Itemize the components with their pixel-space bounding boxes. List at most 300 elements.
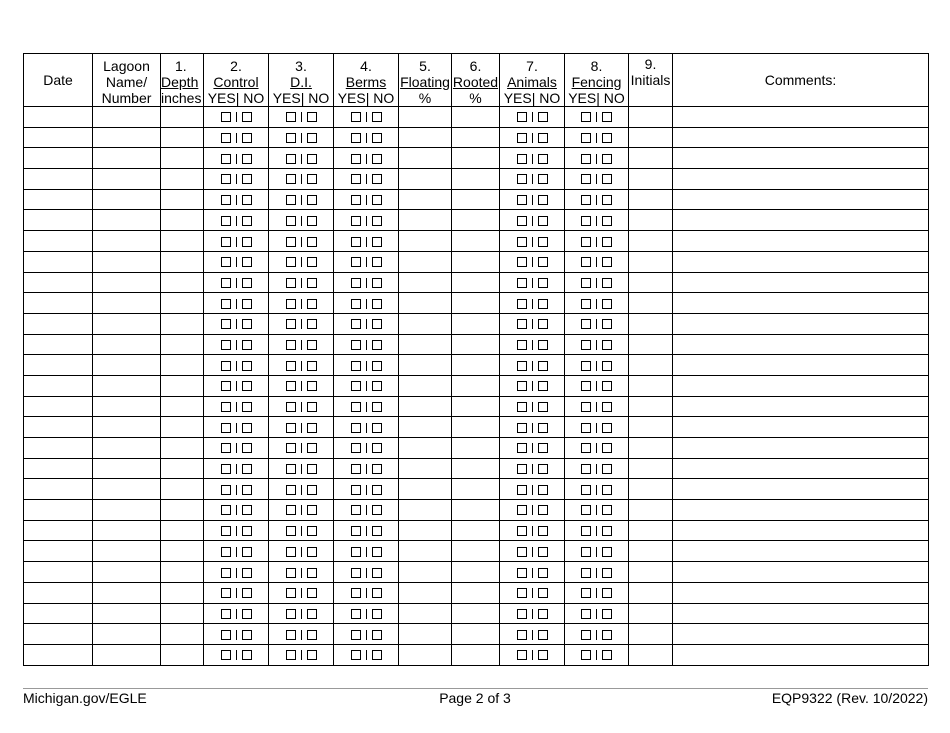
fencing-no-checkbox[interactable] [602, 216, 612, 226]
control-no-checkbox[interactable] [242, 299, 252, 309]
cell-rooted[interactable] [452, 334, 500, 355]
berms-no-checkbox[interactable] [372, 340, 382, 350]
berms-yes-checkbox[interactable] [351, 299, 361, 309]
animals-yes-checkbox[interactable] [517, 278, 527, 288]
cell-depth[interactable] [161, 355, 204, 376]
cell-rooted[interactable] [452, 127, 500, 148]
berms-yes-checkbox[interactable] [351, 133, 361, 143]
cell-initials[interactable] [629, 396, 673, 417]
cell-depth[interactable] [161, 644, 204, 665]
di-no-checkbox[interactable] [307, 547, 317, 557]
di-no-checkbox[interactable] [307, 257, 317, 267]
berms-yes-checkbox[interactable] [351, 609, 361, 619]
fencing-yes-checkbox[interactable] [581, 257, 591, 267]
cell-rooted[interactable] [452, 396, 500, 417]
fencing-no-checkbox[interactable] [602, 319, 612, 329]
cell-floating[interactable] [399, 313, 452, 334]
control-yes-checkbox[interactable] [221, 195, 231, 205]
cell-initials[interactable] [629, 313, 673, 334]
cell-floating[interactable] [399, 127, 452, 148]
cell-comments[interactable] [673, 624, 929, 645]
control-yes-checkbox[interactable] [221, 319, 231, 329]
fencing-no-checkbox[interactable] [602, 402, 612, 412]
cell-lagoon[interactable] [93, 169, 161, 190]
berms-no-checkbox[interactable] [372, 505, 382, 515]
cell-initials[interactable] [629, 231, 673, 252]
animals-yes-checkbox[interactable] [517, 547, 527, 557]
fencing-no-checkbox[interactable] [602, 568, 612, 578]
cell-date[interactable] [24, 293, 93, 314]
animals-no-checkbox[interactable] [538, 361, 548, 371]
animals-no-checkbox[interactable] [538, 547, 548, 557]
cell-comments[interactable] [673, 438, 929, 459]
control-no-checkbox[interactable] [242, 278, 252, 288]
berms-yes-checkbox[interactable] [351, 278, 361, 288]
cell-date[interactable] [24, 603, 93, 624]
fencing-yes-checkbox[interactable] [581, 547, 591, 557]
berms-no-checkbox[interactable] [372, 485, 382, 495]
berms-no-checkbox[interactable] [372, 526, 382, 536]
di-yes-checkbox[interactable] [286, 526, 296, 536]
berms-yes-checkbox[interactable] [351, 526, 361, 536]
animals-yes-checkbox[interactable] [517, 299, 527, 309]
berms-no-checkbox[interactable] [372, 257, 382, 267]
cell-rooted[interactable] [452, 479, 500, 500]
cell-lagoon[interactable] [93, 500, 161, 521]
cell-rooted[interactable] [452, 251, 500, 272]
fencing-yes-checkbox[interactable] [581, 278, 591, 288]
cell-initials[interactable] [629, 541, 673, 562]
fencing-no-checkbox[interactable] [602, 154, 612, 164]
cell-comments[interactable] [673, 417, 929, 438]
di-no-checkbox[interactable] [307, 195, 317, 205]
di-yes-checkbox[interactable] [286, 257, 296, 267]
control-no-checkbox[interactable] [242, 526, 252, 536]
cell-lagoon[interactable] [93, 396, 161, 417]
control-no-checkbox[interactable] [242, 485, 252, 495]
control-yes-checkbox[interactable] [221, 133, 231, 143]
di-yes-checkbox[interactable] [286, 568, 296, 578]
berms-yes-checkbox[interactable] [351, 381, 361, 391]
fencing-yes-checkbox[interactable] [581, 195, 591, 205]
cell-initials[interactable] [629, 479, 673, 500]
cell-comments[interactable] [673, 396, 929, 417]
animals-yes-checkbox[interactable] [517, 319, 527, 329]
cell-comments[interactable] [673, 334, 929, 355]
animals-yes-checkbox[interactable] [517, 423, 527, 433]
cell-initials[interactable] [629, 582, 673, 603]
cell-rooted[interactable] [452, 603, 500, 624]
cell-depth[interactable] [161, 438, 204, 459]
cell-floating[interactable] [399, 169, 452, 190]
cell-depth[interactable] [161, 293, 204, 314]
berms-no-checkbox[interactable] [372, 650, 382, 660]
control-yes-checkbox[interactable] [221, 361, 231, 371]
animals-yes-checkbox[interactable] [517, 112, 527, 122]
animals-no-checkbox[interactable] [538, 340, 548, 350]
cell-floating[interactable] [399, 231, 452, 252]
control-no-checkbox[interactable] [242, 237, 252, 247]
di-yes-checkbox[interactable] [286, 112, 296, 122]
control-yes-checkbox[interactable] [221, 112, 231, 122]
control-yes-checkbox[interactable] [221, 650, 231, 660]
cell-floating[interactable] [399, 541, 452, 562]
berms-no-checkbox[interactable] [372, 299, 382, 309]
fencing-no-checkbox[interactable] [602, 526, 612, 536]
control-no-checkbox[interactable] [242, 216, 252, 226]
fencing-yes-checkbox[interactable] [581, 299, 591, 309]
di-no-checkbox[interactable] [307, 174, 317, 184]
cell-floating[interactable] [399, 396, 452, 417]
di-no-checkbox[interactable] [307, 464, 317, 474]
di-no-checkbox[interactable] [307, 505, 317, 515]
animals-no-checkbox[interactable] [538, 381, 548, 391]
cell-lagoon[interactable] [93, 251, 161, 272]
cell-date[interactable] [24, 582, 93, 603]
di-no-checkbox[interactable] [307, 609, 317, 619]
di-no-checkbox[interactable] [307, 237, 317, 247]
control-no-checkbox[interactable] [242, 133, 252, 143]
berms-no-checkbox[interactable] [372, 361, 382, 371]
fencing-yes-checkbox[interactable] [581, 443, 591, 453]
cell-comments[interactable] [673, 107, 929, 128]
cell-rooted[interactable] [452, 210, 500, 231]
cell-rooted[interactable] [452, 313, 500, 334]
cell-depth[interactable] [161, 272, 204, 293]
cell-initials[interactable] [629, 458, 673, 479]
fencing-yes-checkbox[interactable] [581, 402, 591, 412]
cell-floating[interactable] [399, 479, 452, 500]
fencing-no-checkbox[interactable] [602, 381, 612, 391]
animals-no-checkbox[interactable] [538, 112, 548, 122]
cell-depth[interactable] [161, 624, 204, 645]
berms-no-checkbox[interactable] [372, 278, 382, 288]
control-no-checkbox[interactable] [242, 112, 252, 122]
fencing-no-checkbox[interactable] [602, 195, 612, 205]
cell-initials[interactable] [629, 624, 673, 645]
cell-rooted[interactable] [452, 189, 500, 210]
cell-initials[interactable] [629, 272, 673, 293]
cell-lagoon[interactable] [93, 313, 161, 334]
cell-date[interactable] [24, 562, 93, 583]
cell-rooted[interactable] [452, 562, 500, 583]
berms-no-checkbox[interactable] [372, 133, 382, 143]
cell-initials[interactable] [629, 334, 673, 355]
di-no-checkbox[interactable] [307, 154, 317, 164]
cell-floating[interactable] [399, 251, 452, 272]
berms-no-checkbox[interactable] [372, 195, 382, 205]
di-no-checkbox[interactable] [307, 568, 317, 578]
fencing-yes-checkbox[interactable] [581, 174, 591, 184]
cell-floating[interactable] [399, 148, 452, 169]
cell-date[interactable] [24, 251, 93, 272]
fencing-no-checkbox[interactable] [602, 650, 612, 660]
cell-lagoon[interactable] [93, 458, 161, 479]
berms-no-checkbox[interactable] [372, 319, 382, 329]
fencing-no-checkbox[interactable] [602, 299, 612, 309]
berms-yes-checkbox[interactable] [351, 237, 361, 247]
control-yes-checkbox[interactable] [221, 216, 231, 226]
cell-date[interactable] [24, 148, 93, 169]
cell-comments[interactable] [673, 644, 929, 665]
cell-lagoon[interactable] [93, 210, 161, 231]
animals-yes-checkbox[interactable] [517, 443, 527, 453]
animals-no-checkbox[interactable] [538, 464, 548, 474]
control-no-checkbox[interactable] [242, 443, 252, 453]
cell-date[interactable] [24, 479, 93, 500]
control-no-checkbox[interactable] [242, 340, 252, 350]
cell-comments[interactable] [673, 500, 929, 521]
control-yes-checkbox[interactable] [221, 630, 231, 640]
cell-rooted[interactable] [452, 148, 500, 169]
cell-depth[interactable] [161, 169, 204, 190]
cell-rooted[interactable] [452, 541, 500, 562]
cell-date[interactable] [24, 644, 93, 665]
cell-lagoon[interactable] [93, 479, 161, 500]
cell-comments[interactable] [673, 541, 929, 562]
cell-comments[interactable] [673, 293, 929, 314]
di-yes-checkbox[interactable] [286, 650, 296, 660]
berms-yes-checkbox[interactable] [351, 154, 361, 164]
cell-rooted[interactable] [452, 582, 500, 603]
berms-yes-checkbox[interactable] [351, 319, 361, 329]
control-no-checkbox[interactable] [242, 257, 252, 267]
animals-no-checkbox[interactable] [538, 216, 548, 226]
cell-initials[interactable] [629, 355, 673, 376]
cell-comments[interactable] [673, 127, 929, 148]
cell-floating[interactable] [399, 272, 452, 293]
cell-depth[interactable] [161, 479, 204, 500]
control-no-checkbox[interactable] [242, 505, 252, 515]
berms-no-checkbox[interactable] [372, 588, 382, 598]
fencing-yes-checkbox[interactable] [581, 361, 591, 371]
berms-yes-checkbox[interactable] [351, 630, 361, 640]
animals-yes-checkbox[interactable] [517, 630, 527, 640]
animals-no-checkbox[interactable] [538, 588, 548, 598]
animals-no-checkbox[interactable] [538, 319, 548, 329]
cell-floating[interactable] [399, 582, 452, 603]
control-yes-checkbox[interactable] [221, 526, 231, 536]
fencing-no-checkbox[interactable] [602, 464, 612, 474]
animals-no-checkbox[interactable] [538, 526, 548, 536]
di-no-checkbox[interactable] [307, 485, 317, 495]
cell-depth[interactable] [161, 127, 204, 148]
animals-yes-checkbox[interactable] [517, 568, 527, 578]
berms-no-checkbox[interactable] [372, 443, 382, 453]
di-no-checkbox[interactable] [307, 526, 317, 536]
cell-initials[interactable] [629, 417, 673, 438]
di-no-checkbox[interactable] [307, 216, 317, 226]
cell-floating[interactable] [399, 293, 452, 314]
cell-initials[interactable] [629, 189, 673, 210]
di-yes-checkbox[interactable] [286, 216, 296, 226]
fencing-yes-checkbox[interactable] [581, 568, 591, 578]
animals-yes-checkbox[interactable] [517, 464, 527, 474]
cell-floating[interactable] [399, 334, 452, 355]
animals-no-checkbox[interactable] [538, 485, 548, 495]
control-yes-checkbox[interactable] [221, 568, 231, 578]
cell-initials[interactable] [629, 148, 673, 169]
animals-no-checkbox[interactable] [538, 402, 548, 412]
cell-lagoon[interactable] [93, 189, 161, 210]
fencing-no-checkbox[interactable] [602, 340, 612, 350]
cell-comments[interactable] [673, 272, 929, 293]
fencing-no-checkbox[interactable] [602, 423, 612, 433]
animals-yes-checkbox[interactable] [517, 485, 527, 495]
cell-initials[interactable] [629, 438, 673, 459]
cell-rooted[interactable] [452, 624, 500, 645]
cell-comments[interactable] [673, 189, 929, 210]
cell-floating[interactable] [399, 520, 452, 541]
animals-no-checkbox[interactable] [538, 237, 548, 247]
berms-yes-checkbox[interactable] [351, 588, 361, 598]
cell-lagoon[interactable] [93, 293, 161, 314]
cell-floating[interactable] [399, 355, 452, 376]
cell-comments[interactable] [673, 148, 929, 169]
cell-date[interactable] [24, 520, 93, 541]
berms-no-checkbox[interactable] [372, 609, 382, 619]
di-no-checkbox[interactable] [307, 112, 317, 122]
di-yes-checkbox[interactable] [286, 154, 296, 164]
cell-comments[interactable] [673, 520, 929, 541]
berms-no-checkbox[interactable] [372, 547, 382, 557]
berms-no-checkbox[interactable] [372, 237, 382, 247]
cell-date[interactable] [24, 107, 93, 128]
berms-yes-checkbox[interactable] [351, 423, 361, 433]
cell-rooted[interactable] [452, 107, 500, 128]
control-no-checkbox[interactable] [242, 650, 252, 660]
fencing-yes-checkbox[interactable] [581, 381, 591, 391]
animals-yes-checkbox[interactable] [517, 361, 527, 371]
cell-date[interactable] [24, 500, 93, 521]
cell-floating[interactable] [399, 603, 452, 624]
cell-date[interactable] [24, 127, 93, 148]
cell-initials[interactable] [629, 107, 673, 128]
animals-yes-checkbox[interactable] [517, 237, 527, 247]
animals-yes-checkbox[interactable] [517, 609, 527, 619]
cell-depth[interactable] [161, 582, 204, 603]
cell-depth[interactable] [161, 562, 204, 583]
berms-no-checkbox[interactable] [372, 568, 382, 578]
fencing-yes-checkbox[interactable] [581, 423, 591, 433]
cell-comments[interactable] [673, 355, 929, 376]
control-yes-checkbox[interactable] [221, 505, 231, 515]
cell-date[interactable] [24, 169, 93, 190]
control-yes-checkbox[interactable] [221, 423, 231, 433]
di-yes-checkbox[interactable] [286, 423, 296, 433]
fencing-no-checkbox[interactable] [602, 174, 612, 184]
cell-comments[interactable] [673, 251, 929, 272]
cell-date[interactable] [24, 272, 93, 293]
cell-floating[interactable] [399, 624, 452, 645]
control-no-checkbox[interactable] [242, 381, 252, 391]
berms-no-checkbox[interactable] [372, 402, 382, 412]
cell-rooted[interactable] [452, 375, 500, 396]
cell-initials[interactable] [629, 375, 673, 396]
di-no-checkbox[interactable] [307, 133, 317, 143]
animals-no-checkbox[interactable] [538, 174, 548, 184]
cell-initials[interactable] [629, 500, 673, 521]
cell-date[interactable] [24, 355, 93, 376]
di-yes-checkbox[interactable] [286, 630, 296, 640]
di-yes-checkbox[interactable] [286, 443, 296, 453]
berms-yes-checkbox[interactable] [351, 340, 361, 350]
cell-floating[interactable] [399, 189, 452, 210]
berms-yes-checkbox[interactable] [351, 257, 361, 267]
berms-yes-checkbox[interactable] [351, 505, 361, 515]
cell-date[interactable] [24, 313, 93, 334]
control-no-checkbox[interactable] [242, 464, 252, 474]
cell-comments[interactable] [673, 375, 929, 396]
berms-yes-checkbox[interactable] [351, 464, 361, 474]
cell-depth[interactable] [161, 313, 204, 334]
cell-depth[interactable] [161, 396, 204, 417]
cell-date[interactable] [24, 458, 93, 479]
di-yes-checkbox[interactable] [286, 464, 296, 474]
cell-comments[interactable] [673, 231, 929, 252]
cell-lagoon[interactable] [93, 624, 161, 645]
cell-depth[interactable] [161, 251, 204, 272]
fencing-no-checkbox[interactable] [602, 609, 612, 619]
control-yes-checkbox[interactable] [221, 443, 231, 453]
cell-initials[interactable] [629, 251, 673, 272]
cell-lagoon[interactable] [93, 127, 161, 148]
animals-yes-checkbox[interactable] [517, 257, 527, 267]
fencing-no-checkbox[interactable] [602, 630, 612, 640]
berms-no-checkbox[interactable] [372, 174, 382, 184]
berms-yes-checkbox[interactable] [351, 568, 361, 578]
cell-rooted[interactable] [452, 644, 500, 665]
cell-date[interactable] [24, 334, 93, 355]
cell-rooted[interactable] [452, 417, 500, 438]
fencing-yes-checkbox[interactable] [581, 505, 591, 515]
cell-lagoon[interactable] [93, 520, 161, 541]
cell-initials[interactable] [629, 169, 673, 190]
cell-depth[interactable] [161, 417, 204, 438]
cell-comments[interactable] [673, 603, 929, 624]
control-no-checkbox[interactable] [242, 361, 252, 371]
di-no-checkbox[interactable] [307, 278, 317, 288]
animals-yes-checkbox[interactable] [517, 650, 527, 660]
di-yes-checkbox[interactable] [286, 278, 296, 288]
cell-depth[interactable] [161, 107, 204, 128]
berms-no-checkbox[interactable] [372, 112, 382, 122]
fencing-no-checkbox[interactable] [602, 361, 612, 371]
animals-yes-checkbox[interactable] [517, 505, 527, 515]
di-yes-checkbox[interactable] [286, 133, 296, 143]
cell-lagoon[interactable] [93, 438, 161, 459]
di-yes-checkbox[interactable] [286, 174, 296, 184]
fencing-yes-checkbox[interactable] [581, 319, 591, 329]
di-yes-checkbox[interactable] [286, 485, 296, 495]
berms-no-checkbox[interactable] [372, 381, 382, 391]
cell-date[interactable] [24, 231, 93, 252]
cell-depth[interactable] [161, 375, 204, 396]
berms-no-checkbox[interactable] [372, 464, 382, 474]
fencing-yes-checkbox[interactable] [581, 485, 591, 495]
cell-date[interactable] [24, 417, 93, 438]
cell-lagoon[interactable] [93, 417, 161, 438]
berms-no-checkbox[interactable] [372, 423, 382, 433]
di-no-checkbox[interactable] [307, 588, 317, 598]
cell-rooted[interactable] [452, 458, 500, 479]
berms-yes-checkbox[interactable] [351, 443, 361, 453]
animals-yes-checkbox[interactable] [517, 526, 527, 536]
di-yes-checkbox[interactable] [286, 381, 296, 391]
control-yes-checkbox[interactable] [221, 237, 231, 247]
control-yes-checkbox[interactable] [221, 609, 231, 619]
di-no-checkbox[interactable] [307, 319, 317, 329]
